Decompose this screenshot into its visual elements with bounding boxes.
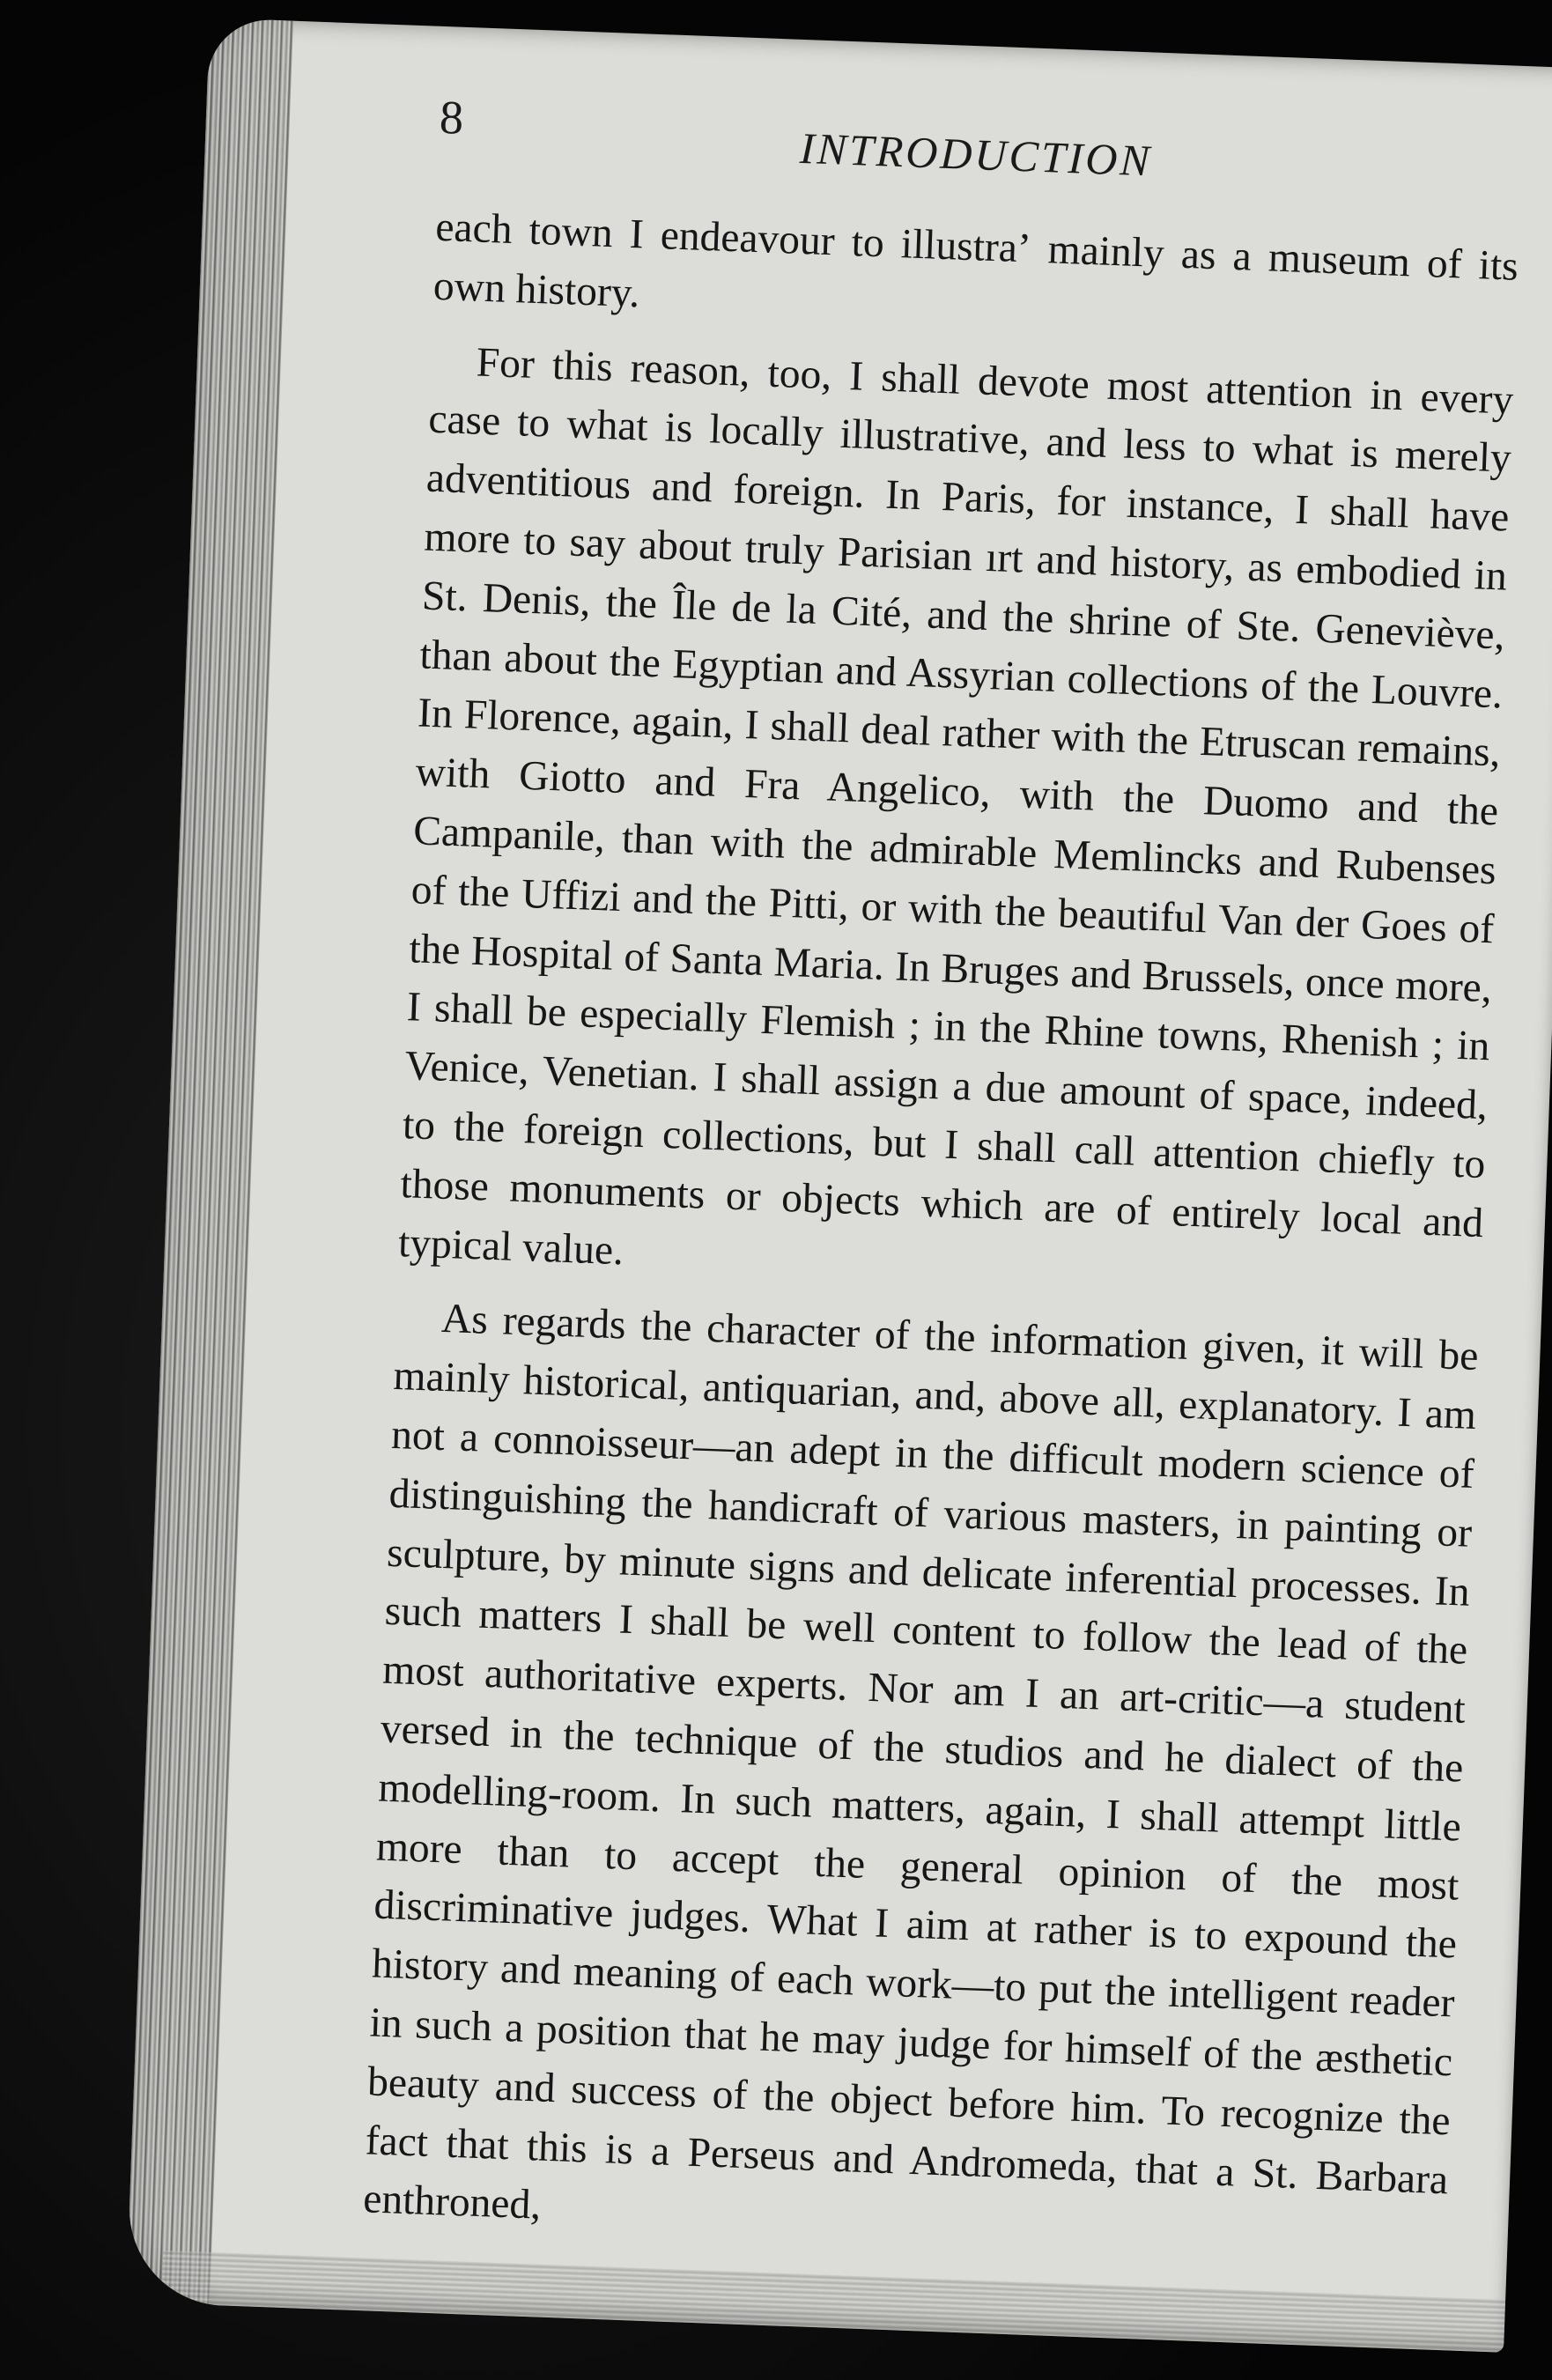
page-number: 8 [439, 90, 465, 144]
paragraph-2: For this reason, too, I shall devote most attention in every case to what is locally illustrative, and less to what is merely adventitious and foreign. In Paris, for instance, I shall have more to say about truly Parisian ırt and history, as embodied in St. Denis, the Île de la Cité, and the shrine of Ste. Geneviève, than about the Egyptian and Assyrian collections of the Louvre. In Florence, again, I shall deal rather with the Etruscan remains, with Giotto and Fra Angelico, with the Duomo and the Campanile, than with the admirable Memlincks and Rubenses of the Uffizi and the Pitti, or with the beautiful Van der Goes of the Hospital of Santa Maria. In Bruges and Brussels, once more, I shall be especially Flemish ; in the Rhine towns, Rhenish ; in Venice, Venetian. I shall assign a due amount of space, indeed, to the foreign collections, but I shall call attention chiefly to those monuments or objects which are of entirely local and typical value. [397, 339, 1515, 1274]
paragraph-1: each town I endeavour to illustraʼ mainly as a museum of its own history. [432, 203, 1519, 317]
running-title: INTRODUCTION [799, 122, 1153, 186]
paragraph-3: As regards the character of the information given, it will be mainly historical, antiquarian, and, above all, explanatory. I am not a connoisseur—an adept in the difficult modern science of distinguishing the handicraft of various masters, in painting or sculpture, by minute signs and delicate inferential processes. In such matters I shall be well content to follow the lead of the most authoritative experts. Nor am I an art-critic—a student versed in the technique of the studios and he dialect of the modelling-room. In such matters, again, I shall attempt little more than to accept the general opinion of the most discriminative judges. What I aim at rather is to expound the history and meaning of each work—to put the intelligent reader in such a position that he may judge for himself of the æsthetic beauty and success of the object before him. To recognize the fact that this is a Perseus and Andromeda, that a St. Barbara enthroned, [362, 1296, 1480, 2228]
body-text [362, 198, 1519, 2269]
book-page [126, 18, 1552, 2353]
